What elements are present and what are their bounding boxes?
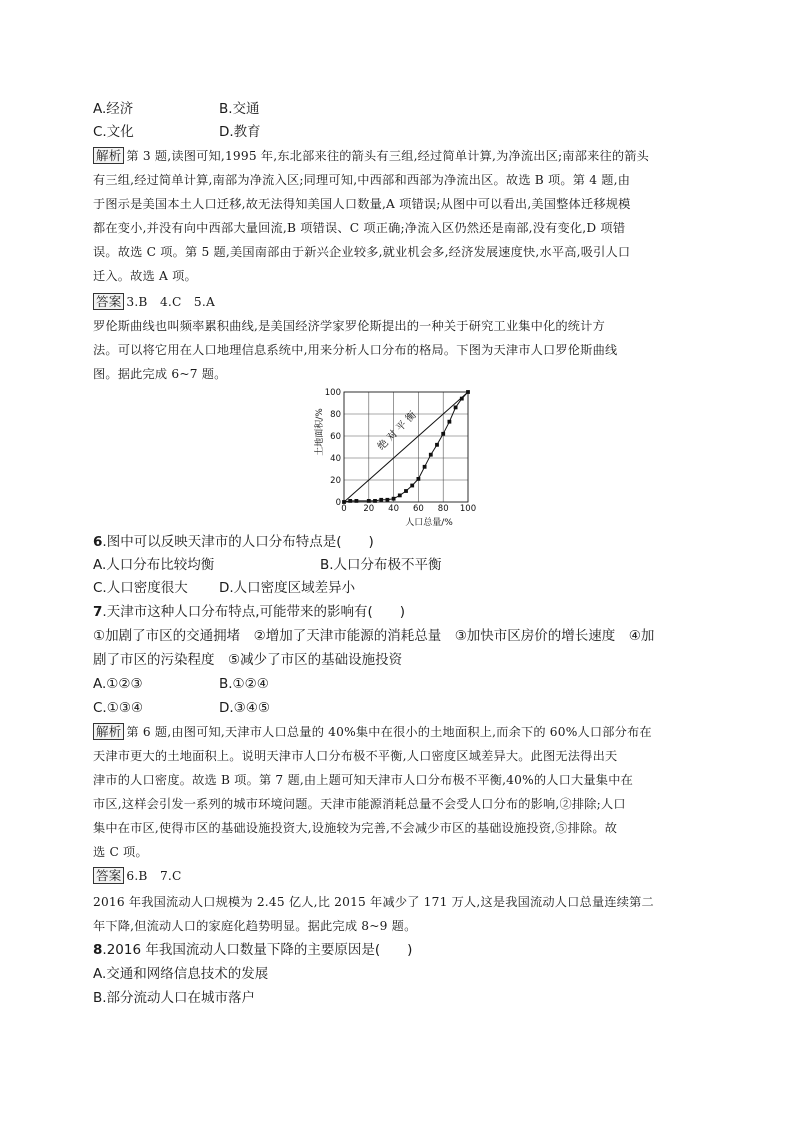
intro-2-line-2: 年下降,但流动人口的家庭化趋势明显。据此完成 8~9 题。: [93, 919, 417, 933]
y-axis-label: 土地面积/%: [315, 408, 325, 456]
explanation-1-line-4: 都在变小,并没有向中西部大量回流,B 项错误、C 项正确;净流入区仍然还是南部,没有变化,D 项错: [93, 221, 626, 235]
y-tick-label: 40: [330, 454, 341, 464]
chart-series: [342, 390, 470, 504]
explanation-1-line-3: 于图示是美国本土人口迁移,故无法得知美国人口数量,A 项错误;从图中可以看出,美国整体迁移规模: [93, 197, 631, 211]
data-point: [417, 477, 421, 481]
data-point: [342, 500, 346, 504]
option-c: C.①③④: [93, 700, 144, 716]
option-b: B.①②④: [219, 676, 269, 692]
intro-1-line-3: 图。据此完成 6~7 题。: [93, 367, 227, 381]
explanation-2-line-2: 天津市更大的土地面积上。说明天津市人口分布极不平衡,人口密度区域差异大。此图无法得出天: [93, 749, 618, 763]
question-7-options-row-2: [93, 698, 713, 718]
option-a: A.人口分布比较均衡: [93, 557, 215, 573]
prev-options-row-2: [93, 122, 713, 142]
explanation-2-line-4: 市区,这样会引发一系列的城市环境问题。天津市能源消耗总量不会受人口分布的影响,②排除;人口: [93, 797, 626, 811]
data-point: [448, 420, 452, 424]
question-6-stem: 6.图中可以反映天津市的人口分布特点是( ): [93, 534, 374, 550]
data-point: [355, 499, 359, 503]
question-6-options-row-1: [93, 555, 713, 575]
answer-tag: 答案: [93, 293, 124, 310]
data-point: [460, 397, 464, 401]
explanation-2-line-1: 解析 第 6 题,由图可知,天津市人口总量的 40%集中在很小的土地面积上,而余下的 60%人口部分布在: [93, 722, 713, 742]
y-tick-label: 60: [330, 432, 341, 442]
data-point: [435, 443, 439, 447]
explanation-1-line-6: 迁入。故选 A 项。: [93, 269, 197, 283]
x-axis-label: 人口总量/%: [405, 518, 453, 528]
option-c: C.人口密度很大: [93, 580, 188, 596]
data-point: [410, 484, 414, 488]
option-b: B.人口分布极不平衡: [320, 557, 442, 573]
question-8-stem: 8.2016 年我国流动人口数量下降的主要原因是( ): [93, 942, 413, 958]
option-d: D.③④⑤: [219, 700, 270, 716]
answer-tag: 答案: [93, 867, 124, 884]
y-tick-label: 80: [330, 410, 341, 420]
data-point: [379, 498, 383, 502]
explanation-1-line-1: 解析 第 3 题,读图可知,1995 年,东北部来往的箭头有三组,经过简单计算,为净流出区;南部来往的箭头: [93, 146, 713, 166]
explanation-tag: 解析: [93, 147, 124, 164]
y-tick-label: 100: [324, 388, 341, 398]
data-point: [386, 498, 390, 502]
x-tick-label: 40: [388, 504, 400, 514]
question-number: 6: [93, 534, 103, 550]
y-tick-label: 20: [330, 476, 341, 486]
option-c: C.文化: [93, 124, 134, 140]
data-point: [348, 499, 352, 503]
question-7-options-row-1: [93, 674, 713, 694]
lorenz-curve-chart: [312, 382, 492, 532]
x-tick-label: 20: [363, 504, 375, 514]
intro-1-line-1: 罗伦斯曲线也叫频率累积曲线,是美国经济学家罗伦斯提出的一种关于研究工业集中化的统计方: [93, 319, 605, 333]
data-point: [367, 499, 371, 503]
question-8-option-b: B.部分流动人口在城市落户: [93, 990, 256, 1006]
data-point: [398, 494, 402, 498]
data-point: [441, 432, 445, 436]
data-point: [404, 489, 408, 493]
answer-2: 答案 6.B 7.C: [93, 866, 713, 886]
data-point: [466, 390, 470, 394]
data-point: [392, 497, 396, 501]
x-tick-label: 60: [412, 504, 424, 514]
data-point: [429, 453, 433, 457]
balance-line-annotation: 绝 对 平 衡: [375, 409, 419, 453]
question-6-options-row-2: [93, 578, 713, 598]
explanation-2-line-6: 选 C 项。: [93, 845, 148, 859]
intro-1-line-2: 法。可以将它用在人口地理信息系统中,用来分析人口分布的格局。下图为天津市人口罗伦斯曲线: [93, 343, 618, 357]
question-number: 7: [93, 604, 103, 620]
prev-options-row-1: [93, 99, 713, 119]
explanation-1-line-5: 误。故选 C 项。第 5 题,美国南部由于新兴企业较多,就业机会多,经济发展速度快,水平高,吸引人口: [93, 245, 631, 259]
data-point: [454, 406, 458, 410]
x-tick-label: 100: [459, 504, 477, 514]
intro-2-line-1: 2016 年我国流动人口规模为 2.45 亿人,比 2015 年减少了 171 万人,这是我国流动人口总量连续第二: [93, 895, 654, 909]
option-a: A.经济: [93, 101, 134, 117]
explanation-1-line-2: 有三组,经过简单计算,南部为净流入区;同理可知,中西部和西部为净流出区。故选 B 项。第 4 题,由: [93, 173, 631, 187]
option-d: D.人口密度区域差异小: [219, 580, 356, 596]
question-8-option-a: A.交通和网络信息技术的发展: [93, 966, 269, 982]
option-b: B.交通: [219, 101, 260, 117]
question-number: 8: [93, 942, 103, 958]
explanation-2-line-3: 津市的人口密度。故选 B 项。第 7 题,由上题可知天津市人口分布极不平衡,40%的人口大量集中在: [93, 773, 633, 787]
question-7-choices-line-2: 剧了市区的污染程度 ⑤减少了市区的基础设施投资: [93, 652, 403, 668]
data-point: [373, 499, 377, 503]
balance-line: [344, 392, 468, 502]
question-7-choices-line-1: ①加剧了市区的交通拥堵 ②增加了天津市能源的消耗总量 ③加快市区房价的增长速度 ④加: [93, 628, 655, 644]
option-d: D.教育: [219, 124, 261, 140]
y-tick-label: 0: [335, 498, 341, 508]
question-7-stem: 7.天津市这种人口分布特点,可能带来的影响有( ): [93, 604, 406, 620]
option-a: A.①②③: [93, 676, 143, 692]
answer-1: 答案 3.B 4.C 5.A: [93, 292, 713, 312]
explanation-2-line-5: 集中在市区,使得市区的基础设施投资大,设施较为完善,不会减少市区的基础设施投资,⑤排除。故: [93, 821, 618, 835]
x-tick-label: 80: [437, 504, 449, 514]
explanation-tag: 解析: [93, 723, 124, 740]
x-tick-label: 0: [341, 504, 347, 514]
data-point: [423, 465, 427, 469]
